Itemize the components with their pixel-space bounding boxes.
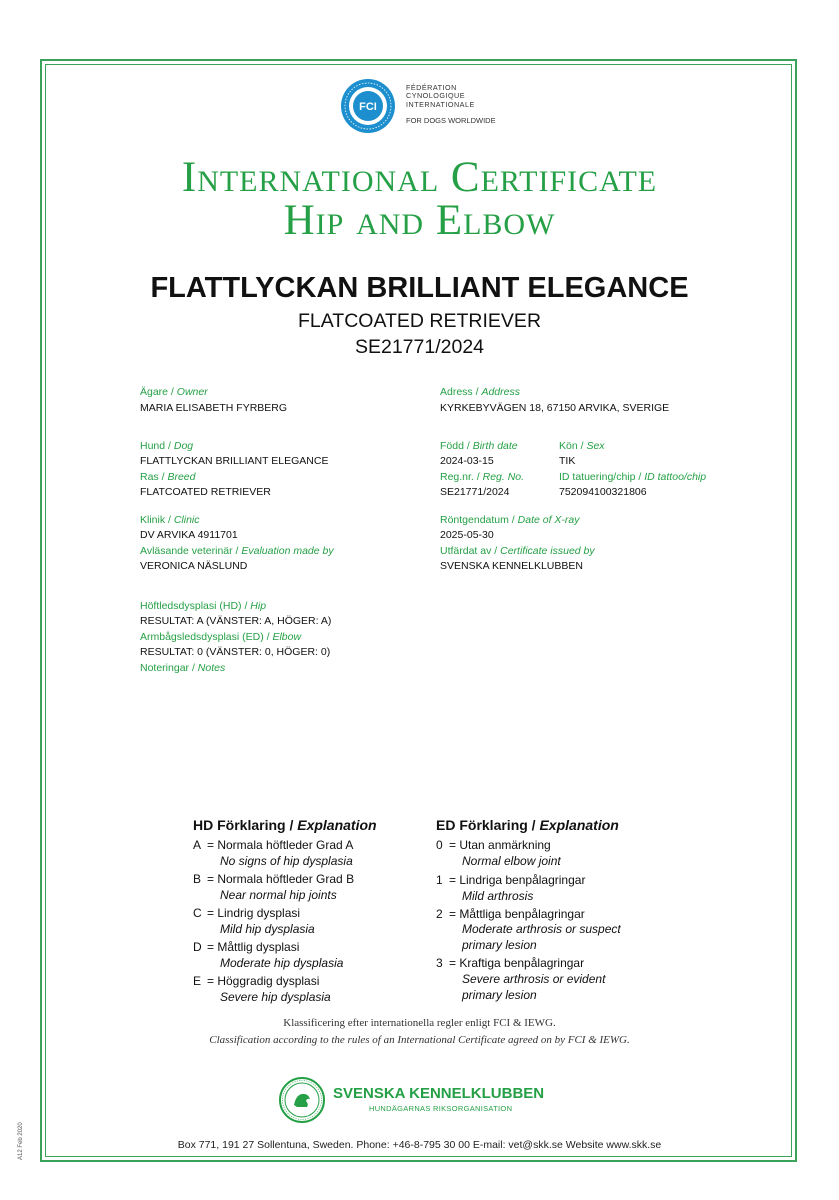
sex-label: Kön / Sex xyxy=(559,440,605,452)
fci-seal-icon xyxy=(340,78,396,134)
dog-name-heading: FLATTLYCKAN BRILLIANT ELEGANCE xyxy=(150,272,689,304)
evaluator-value: VERONICA NÄSLUND xyxy=(140,560,248,572)
evaluator-label: Avläsande veterinär / Evaluation made by xyxy=(140,545,334,557)
skk-seal-icon xyxy=(279,1077,325,1123)
ed-legend-title: ED Förklaring / Explanation xyxy=(436,817,619,833)
hd-grade-explanation: Mild hip dysplasia xyxy=(220,922,315,936)
ed-grade-key: 0 xyxy=(436,838,443,852)
hd-grade-explanation: Moderate hip dysplasia xyxy=(220,956,344,970)
ed-grade-key: 2 xyxy=(436,907,443,921)
issuer-value: SVENSKA KENNELKLUBBEN xyxy=(440,560,583,572)
skk-brand-subtitle: HUNDÄGARNAS RIKSORGANISATION xyxy=(369,1104,513,1113)
fci-line-1: FÉDÉRATION xyxy=(406,83,457,92)
clinic-value: DV ARVIKA 4911701 xyxy=(140,529,238,541)
ed-grade-text: = Kraftiga benpålagringar xyxy=(449,956,585,970)
fci-tagline: FOR DOGS WORLDWIDE xyxy=(406,116,496,125)
notes-label: Noteringar / Notes xyxy=(140,662,226,674)
classification-note-en: Classification according to the rules of an International Certificate agreed on by FCI & IEWG. xyxy=(209,1034,630,1046)
hd-grade-text: = Måttlig dysplasi xyxy=(207,940,300,954)
fci-seal-text: FCI xyxy=(359,101,377,113)
hd-grade-key: A xyxy=(193,838,202,852)
address-value: KYRKEBYVÄGEN 18, 67150 ARVIKA, SVERIGE xyxy=(440,402,670,414)
ed-grade-explanation: Mild arthrosis xyxy=(462,889,534,903)
skk-brand-name: SVENSKA KENNELKLUBBEN xyxy=(333,1085,545,1102)
birth-date-label: Född / Birth date xyxy=(440,440,518,452)
ed-grade-text: = Måttliga benpålagringar xyxy=(449,907,585,921)
fci-line-3: INTERNATIONALE xyxy=(406,99,475,109)
reg-no-value: SE21771/2024 xyxy=(440,486,510,498)
hd-legend-title: HD Förklaring / Explanation xyxy=(193,817,377,833)
hd-grade-text: = Höggradig dysplasi xyxy=(207,974,320,988)
hd-grade-explanation: Near normal hip joints xyxy=(220,888,337,902)
dog-label: Hund / Dog xyxy=(140,440,194,452)
hip-result: RESULTAT: A (VÄNSTER: A, HÖGER: A) xyxy=(140,615,332,627)
ed-grade-explanation: Moderate arthrosis or suspect xyxy=(462,922,621,936)
certificate-title-line-2: Hip and Elbow xyxy=(283,197,556,244)
sex-value: TIK xyxy=(559,455,576,467)
ed-grade-explanation: Severe arthrosis or evident xyxy=(462,972,606,986)
ed-grade-key: 3 xyxy=(436,956,443,970)
breed-value: FLATCOATED RETRIEVER xyxy=(140,486,271,498)
hd-grade-key: C xyxy=(193,906,202,920)
hd-grade-explanation: No signs of hip dysplasia xyxy=(220,854,353,868)
issuer-label: Utfärdat av / Certificate issued by xyxy=(440,545,595,557)
hd-grade-key: E xyxy=(193,974,202,988)
hd-grade-text: = Lindrig dysplasi xyxy=(207,906,301,920)
hd-grade-text: = Normala höftleder Grad B xyxy=(207,872,355,886)
dog-breed-heading: FLATCOATED RETRIEVER xyxy=(297,310,542,332)
hd-grade-key: D xyxy=(193,940,202,954)
id-chip-value: 752094100321806 xyxy=(559,486,647,498)
id-chip-label: ID tatuering/chip / ID tattoo/chip xyxy=(559,471,707,483)
certificate-title-line-1: International Certificate xyxy=(181,154,658,201)
xray-date-value: 2025-05-30 xyxy=(440,529,494,541)
clinic-label: Klinik / Clinic xyxy=(140,514,200,526)
form-code: A12 Feb 2020 xyxy=(18,1122,24,1160)
ed-grade-explanation-line-2: primary lesion xyxy=(462,988,537,1002)
hd-grade-text: = Normala höftleder Grad A xyxy=(207,838,354,852)
fci-organisation-name xyxy=(406,84,475,109)
owner-value: MARIA ELISABETH FYRBERG xyxy=(140,402,288,414)
xray-date-label: Röntgendatum / Date of X-ray xyxy=(440,514,580,526)
hip-label: Höftledsdysplasi (HD) / Hip xyxy=(140,600,267,612)
fci-line-2: CYNOLOGIQUE xyxy=(406,91,466,101)
elbow-label: Armbågsledsdysplasi (ED) / Elbow xyxy=(140,631,302,643)
reg-no-label: Reg.nr. / Reg. No. xyxy=(440,471,525,483)
dog-value: FLATTLYCKAN BRILLIANT ELEGANCE xyxy=(140,455,329,467)
breed-label: Ras / Breed xyxy=(140,471,196,483)
hd-grade-explanation: Severe hip dysplasia xyxy=(220,990,331,1004)
ed-grade-text: = Lindriga benpålagringar xyxy=(449,873,586,887)
hd-grade-key: B xyxy=(193,872,202,886)
dog-reg-heading: SE21771/2024 xyxy=(354,336,485,358)
elbow-result: RESULTAT: 0 (VÄNSTER: 0, HÖGER: 0) xyxy=(140,646,331,658)
ed-grade-explanation: Normal elbow joint xyxy=(462,854,561,868)
ed-grade-explanation-line-2: primary lesion xyxy=(462,938,537,952)
classification-note-sv: Klassificering efter internationella regler enligt FCI & IEWG. xyxy=(283,1017,556,1029)
ed-grade-key: 1 xyxy=(436,873,443,887)
ed-grade-text: = Utan anmärkning xyxy=(449,838,551,852)
footer-contact: Box 771, 191 27 Sollentuna, Sweden. Phone: +46-8-795 30 00 E-mail: vet@skk.se Website www.skk.se xyxy=(177,1139,662,1151)
owner-label: Ägare / Owner xyxy=(140,386,208,398)
address-label: Adress / Address xyxy=(440,386,520,398)
birth-date-value: 2024-03-15 xyxy=(440,455,494,467)
